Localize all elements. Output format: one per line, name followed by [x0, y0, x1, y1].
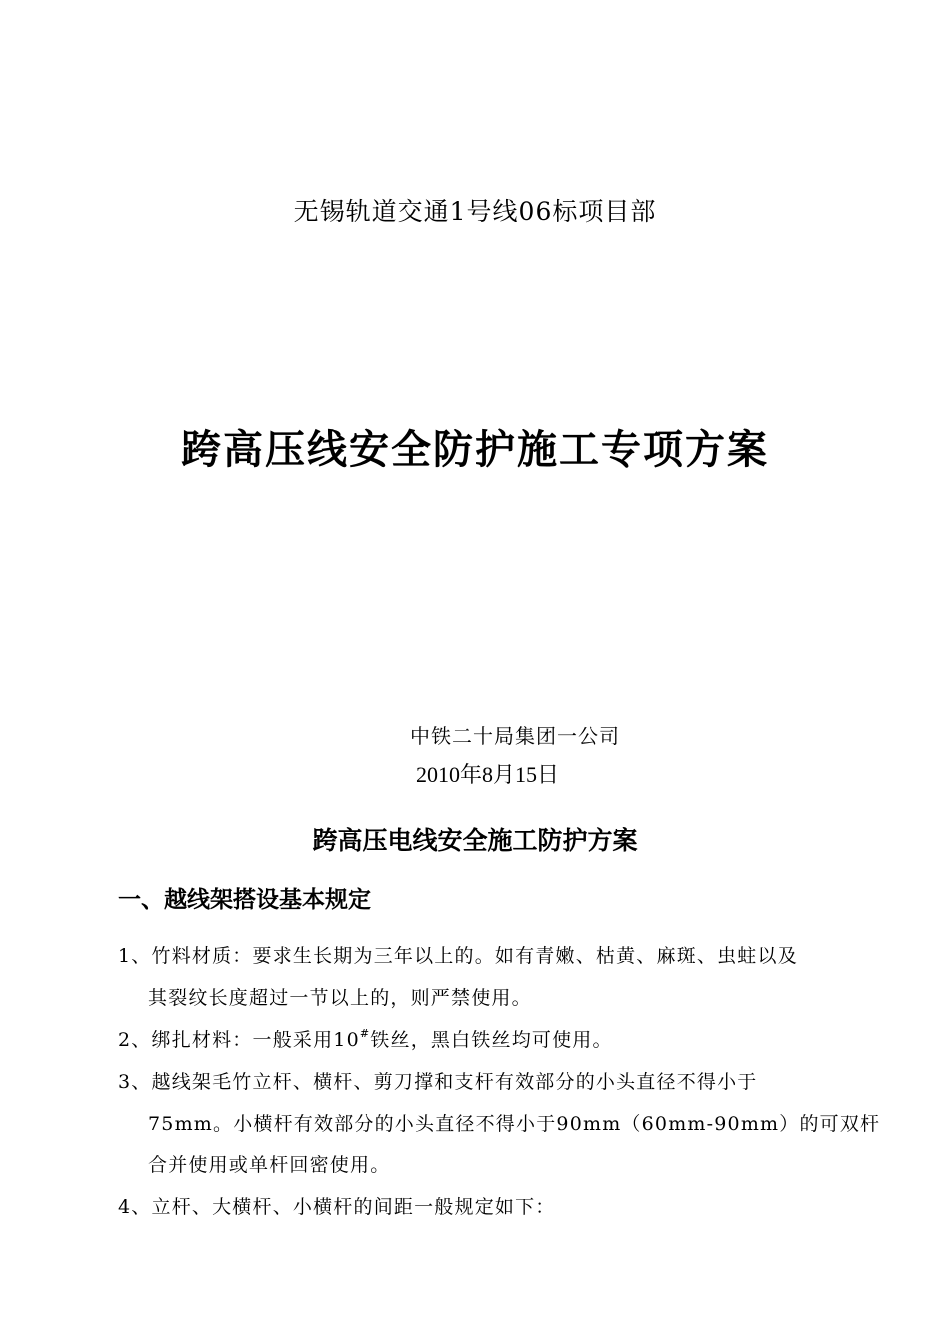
- section-title: 跨高压电线安全施工防护方案: [312, 826, 638, 855]
- document-title: 跨高压线安全防护施工专项方案: [181, 427, 769, 473]
- company-name: 中铁二十局集团一公司: [410, 724, 620, 748]
- paragraph-text: 铁丝，黑白铁丝均可使用。: [370, 1029, 613, 1051]
- project-department-name: 无锡轨道交通1号线06标项目部: [293, 197, 657, 226]
- paragraph-text: 2、绑扎材料：一般采用10: [118, 1029, 360, 1051]
- paragraph-line: 合并使用或单杆回密使用。: [148, 1154, 391, 1176]
- document-date: 2010年8月15日: [416, 762, 560, 787]
- paragraph-line: 1、竹料材质：要求生长期为三年以上的。如有青嫩、枯黄、麻斑、虫蛀以及: [118, 945, 798, 967]
- paragraph-line: 其裂纹长度超过一节以上的，则严禁使用。: [148, 987, 532, 1009]
- paragraph-line: 4、立杆、大横杆、小横杆的间距一般规定如下：: [118, 1196, 556, 1218]
- paragraph-line: [118, 1026, 613, 1054]
- paragraph-line: 3、越线架毛竹立杆、横杆、剪刀撑和支杆有效部分的小头直径不得小于: [118, 1071, 758, 1093]
- superscript-mark: #: [359, 1026, 371, 1040]
- paragraph-line: 75mm。小横杆有效部分的小头直径不得小于90mm（60mm-90mm）的可双杆: [148, 1113, 881, 1135]
- section-heading-1: 一、越线架搭设基本规定: [118, 887, 371, 913]
